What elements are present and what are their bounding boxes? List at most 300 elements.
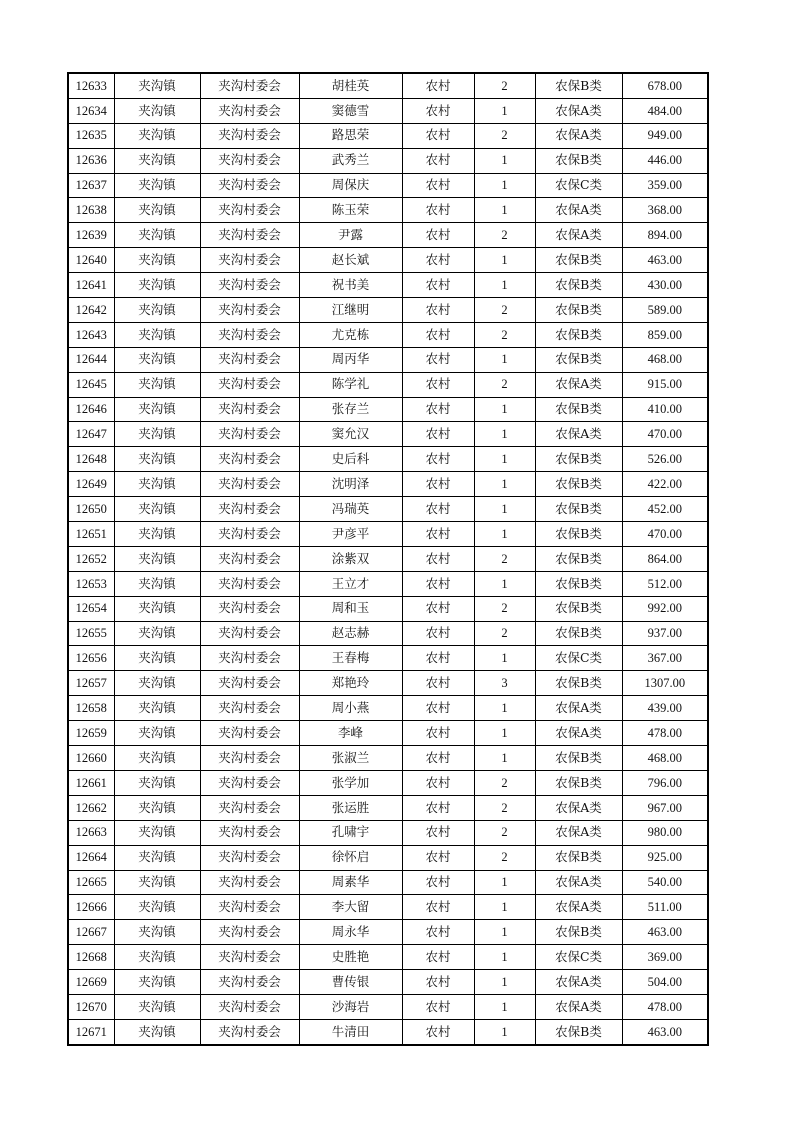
- table-row: [68, 621, 708, 646]
- cell-amount: 512.00: [622, 571, 708, 596]
- cell-village: 夹沟村委会: [200, 322, 299, 347]
- cell-town: 夹沟镇: [114, 98, 200, 123]
- cell-count: 1: [474, 522, 535, 547]
- cell-name: 陈学礼: [299, 372, 402, 397]
- cell-town: 夹沟镇: [114, 248, 200, 273]
- cell-id: 12649: [68, 472, 114, 497]
- table-row: [68, 322, 708, 347]
- cell-amount: 410.00: [622, 397, 708, 422]
- cell-area: 农村: [402, 148, 474, 173]
- cell-village: 夹沟村委会: [200, 447, 299, 472]
- cell-town: 夹沟镇: [114, 123, 200, 148]
- cell-id: 12647: [68, 422, 114, 447]
- cell-id: 12661: [68, 770, 114, 795]
- cell-count: 1: [474, 198, 535, 223]
- cell-area: 农村: [402, 621, 474, 646]
- cell-name: 沙海岩: [299, 994, 402, 1019]
- cell-name: 周小燕: [299, 696, 402, 721]
- table-row: [68, 920, 708, 945]
- cell-id: 12670: [68, 994, 114, 1019]
- table-row: [68, 845, 708, 870]
- table-row: [68, 770, 708, 795]
- cell-category: 农保A类: [535, 721, 622, 746]
- cell-category: 农保B类: [535, 746, 622, 771]
- cell-area: 农村: [402, 746, 474, 771]
- table-row: [68, 223, 708, 248]
- cell-category: 农保B类: [535, 1019, 622, 1044]
- cell-id: 12657: [68, 671, 114, 696]
- cell-id: 12653: [68, 571, 114, 596]
- cell-town: 夹沟镇: [114, 273, 200, 298]
- cell-name: 赵志赫: [299, 621, 402, 646]
- cell-area: 农村: [402, 870, 474, 895]
- cell-name: 史胜艳: [299, 945, 402, 970]
- table-row: [68, 273, 708, 298]
- cell-count: 2: [474, 820, 535, 845]
- cell-count: 1: [474, 920, 535, 945]
- table-row: [68, 1019, 708, 1044]
- cell-category: 农保B类: [535, 73, 622, 98]
- cell-town: 夹沟镇: [114, 770, 200, 795]
- cell-count: 1: [474, 148, 535, 173]
- cell-count: 1: [474, 970, 535, 995]
- cell-village: 夹沟村委会: [200, 298, 299, 323]
- cell-name: 郑艳玲: [299, 671, 402, 696]
- cell-village: 夹沟村委会: [200, 422, 299, 447]
- cell-village: 夹沟村委会: [200, 820, 299, 845]
- cell-count: 2: [474, 298, 535, 323]
- cell-category: 农保B类: [535, 148, 622, 173]
- cell-name: 祝书美: [299, 273, 402, 298]
- cell-village: 夹沟村委会: [200, 397, 299, 422]
- cell-town: 夹沟镇: [114, 347, 200, 372]
- cell-area: 农村: [402, 497, 474, 522]
- cell-category: 农保B类: [535, 397, 622, 422]
- table-row: [68, 347, 708, 372]
- table-row: [68, 397, 708, 422]
- table-body: [68, 73, 708, 1045]
- cell-area: 农村: [402, 795, 474, 820]
- cell-area: 农村: [402, 372, 474, 397]
- cell-id: 12671: [68, 1019, 114, 1044]
- cell-amount: 468.00: [622, 746, 708, 771]
- table-row: [68, 372, 708, 397]
- cell-village: 夹沟村委会: [200, 770, 299, 795]
- cell-town: 夹沟镇: [114, 397, 200, 422]
- cell-category: 农保A类: [535, 198, 622, 223]
- cell-amount: 949.00: [622, 123, 708, 148]
- cell-town: 夹沟镇: [114, 845, 200, 870]
- cell-amount: 439.00: [622, 696, 708, 721]
- cell-name: 李大留: [299, 895, 402, 920]
- cell-name: 窦允汉: [299, 422, 402, 447]
- cell-village: 夹沟村委会: [200, 895, 299, 920]
- cell-count: 1: [474, 1019, 535, 1044]
- cell-count: 2: [474, 795, 535, 820]
- cell-amount: 925.00: [622, 845, 708, 870]
- table-row: [68, 447, 708, 472]
- cell-id: 12656: [68, 646, 114, 671]
- cell-amount: 470.00: [622, 522, 708, 547]
- cell-category: 农保B类: [535, 571, 622, 596]
- cell-id: 12660: [68, 746, 114, 771]
- cell-village: 夹沟村委会: [200, 845, 299, 870]
- cell-id: 12655: [68, 621, 114, 646]
- cell-area: 农村: [402, 546, 474, 571]
- table-row: [68, 522, 708, 547]
- cell-town: 夹沟镇: [114, 795, 200, 820]
- cell-count: 1: [474, 273, 535, 298]
- cell-village: 夹沟村委会: [200, 372, 299, 397]
- cell-name: 张学加: [299, 770, 402, 795]
- cell-category: 农保B类: [535, 522, 622, 547]
- table-row: [68, 970, 708, 995]
- cell-category: 农保B类: [535, 347, 622, 372]
- cell-count: 2: [474, 770, 535, 795]
- cell-category: 农保A类: [535, 696, 622, 721]
- cell-village: 夹沟村委会: [200, 223, 299, 248]
- cell-area: 农村: [402, 571, 474, 596]
- cell-town: 夹沟镇: [114, 970, 200, 995]
- subsidy-table: [67, 72, 709, 1046]
- cell-village: 夹沟村委会: [200, 696, 299, 721]
- table-row: [68, 696, 708, 721]
- cell-name: 张淑兰: [299, 746, 402, 771]
- cell-name: 李峰: [299, 721, 402, 746]
- cell-count: 1: [474, 571, 535, 596]
- cell-id: 12639: [68, 223, 114, 248]
- cell-area: 农村: [402, 273, 474, 298]
- cell-category: 农保B类: [535, 497, 622, 522]
- table-row: [68, 945, 708, 970]
- cell-area: 农村: [402, 895, 474, 920]
- cell-town: 夹沟镇: [114, 198, 200, 223]
- cell-count: 1: [474, 98, 535, 123]
- cell-area: 农村: [402, 98, 474, 123]
- cell-area: 农村: [402, 248, 474, 273]
- cell-town: 夹沟镇: [114, 322, 200, 347]
- cell-name: 窦德雪: [299, 98, 402, 123]
- cell-name: 赵长斌: [299, 248, 402, 273]
- cell-town: 夹沟镇: [114, 571, 200, 596]
- cell-village: 夹沟村委会: [200, 870, 299, 895]
- cell-village: 夹沟村委会: [200, 198, 299, 223]
- table-row: [68, 646, 708, 671]
- cell-area: 农村: [402, 322, 474, 347]
- cell-name: 牛清田: [299, 1019, 402, 1044]
- cell-area: 农村: [402, 472, 474, 497]
- cell-id: 12640: [68, 248, 114, 273]
- cell-id: 12662: [68, 795, 114, 820]
- table-row: [68, 198, 708, 223]
- cell-village: 夹沟村委会: [200, 123, 299, 148]
- cell-id: 12651: [68, 522, 114, 547]
- cell-amount: 470.00: [622, 422, 708, 447]
- cell-id: 12644: [68, 347, 114, 372]
- cell-village: 夹沟村委会: [200, 994, 299, 1019]
- cell-category: 农保C类: [535, 945, 622, 970]
- cell-category: 农保B类: [535, 596, 622, 621]
- cell-id: 12646: [68, 397, 114, 422]
- cell-count: 1: [474, 721, 535, 746]
- cell-category: 农保A类: [535, 895, 622, 920]
- table-row: [68, 795, 708, 820]
- cell-category: 农保A类: [535, 970, 622, 995]
- cell-amount: 478.00: [622, 721, 708, 746]
- cell-count: 1: [474, 248, 535, 273]
- cell-town: 夹沟镇: [114, 721, 200, 746]
- cell-amount: 678.00: [622, 73, 708, 98]
- cell-count: 1: [474, 994, 535, 1019]
- cell-id: 12638: [68, 198, 114, 223]
- cell-name: 周保庆: [299, 173, 402, 198]
- cell-id: 12658: [68, 696, 114, 721]
- cell-name: 路思荣: [299, 123, 402, 148]
- cell-amount: 452.00: [622, 497, 708, 522]
- cell-village: 夹沟村委会: [200, 73, 299, 98]
- cell-village: 夹沟村委会: [200, 621, 299, 646]
- cell-town: 夹沟镇: [114, 73, 200, 98]
- table-row: [68, 596, 708, 621]
- cell-town: 夹沟镇: [114, 994, 200, 1019]
- cell-area: 农村: [402, 73, 474, 98]
- cell-category: 农保B类: [535, 298, 622, 323]
- cell-amount: 589.00: [622, 298, 708, 323]
- cell-area: 农村: [402, 721, 474, 746]
- table-row: [68, 546, 708, 571]
- table-row: [68, 248, 708, 273]
- cell-id: 12642: [68, 298, 114, 323]
- cell-area: 农村: [402, 945, 474, 970]
- cell-town: 夹沟镇: [114, 945, 200, 970]
- cell-id: 12635: [68, 123, 114, 148]
- cell-amount: 511.00: [622, 895, 708, 920]
- cell-amount: 967.00: [622, 795, 708, 820]
- cell-id: 12645: [68, 372, 114, 397]
- cell-amount: 430.00: [622, 273, 708, 298]
- table-row: [68, 73, 708, 98]
- cell-category: 农保A类: [535, 372, 622, 397]
- cell-village: 夹沟村委会: [200, 522, 299, 547]
- cell-area: 农村: [402, 123, 474, 148]
- cell-town: 夹沟镇: [114, 920, 200, 945]
- cell-amount: 446.00: [622, 148, 708, 173]
- cell-area: 农村: [402, 223, 474, 248]
- cell-name: 冯瑞英: [299, 497, 402, 522]
- cell-amount: 359.00: [622, 173, 708, 198]
- cell-id: 12659: [68, 721, 114, 746]
- cell-village: 夹沟村委会: [200, 546, 299, 571]
- cell-area: 农村: [402, 770, 474, 795]
- table-row: [68, 422, 708, 447]
- cell-village: 夹沟村委会: [200, 596, 299, 621]
- cell-category: 农保B类: [535, 770, 622, 795]
- cell-village: 夹沟村委会: [200, 497, 299, 522]
- cell-name: 王立才: [299, 571, 402, 596]
- cell-count: 1: [474, 472, 535, 497]
- cell-amount: 1307.00: [622, 671, 708, 696]
- cell-count: 2: [474, 621, 535, 646]
- cell-area: 农村: [402, 173, 474, 198]
- cell-amount: 937.00: [622, 621, 708, 646]
- cell-town: 夹沟镇: [114, 596, 200, 621]
- cell-village: 夹沟村委会: [200, 721, 299, 746]
- cell-area: 农村: [402, 422, 474, 447]
- cell-count: 1: [474, 173, 535, 198]
- cell-town: 夹沟镇: [114, 671, 200, 696]
- table-row: [68, 746, 708, 771]
- cell-area: 农村: [402, 646, 474, 671]
- cell-village: 夹沟村委会: [200, 248, 299, 273]
- cell-village: 夹沟村委会: [200, 571, 299, 596]
- cell-name: 沈明泽: [299, 472, 402, 497]
- cell-town: 夹沟镇: [114, 746, 200, 771]
- cell-town: 夹沟镇: [114, 646, 200, 671]
- cell-name: 尤克栋: [299, 322, 402, 347]
- table-row: [68, 820, 708, 845]
- cell-town: 夹沟镇: [114, 1019, 200, 1044]
- cell-id: 12664: [68, 845, 114, 870]
- cell-town: 夹沟镇: [114, 696, 200, 721]
- table-row: [68, 98, 708, 123]
- table-row: [68, 721, 708, 746]
- cell-amount: 484.00: [622, 98, 708, 123]
- cell-category: 农保B类: [535, 472, 622, 497]
- cell-amount: 980.00: [622, 820, 708, 845]
- cell-area: 农村: [402, 298, 474, 323]
- cell-id: 12636: [68, 148, 114, 173]
- cell-category: 农保B类: [535, 546, 622, 571]
- cell-town: 夹沟镇: [114, 895, 200, 920]
- cell-id: 12648: [68, 447, 114, 472]
- cell-id: 12634: [68, 98, 114, 123]
- cell-count: 1: [474, 646, 535, 671]
- cell-village: 夹沟村委会: [200, 273, 299, 298]
- cell-amount: 504.00: [622, 970, 708, 995]
- cell-count: 1: [474, 895, 535, 920]
- cell-area: 农村: [402, 671, 474, 696]
- cell-id: 12663: [68, 820, 114, 845]
- cell-name: 史后科: [299, 447, 402, 472]
- cell-amount: 894.00: [622, 223, 708, 248]
- cell-name: 涂紫双: [299, 546, 402, 571]
- cell-id: 12669: [68, 970, 114, 995]
- table-row: [68, 148, 708, 173]
- cell-category: 农保A类: [535, 994, 622, 1019]
- cell-count: 1: [474, 497, 535, 522]
- cell-area: 农村: [402, 845, 474, 870]
- cell-id: 12654: [68, 596, 114, 621]
- cell-village: 夹沟村委会: [200, 920, 299, 945]
- cell-amount: 915.00: [622, 372, 708, 397]
- cell-village: 夹沟村委会: [200, 173, 299, 198]
- cell-town: 夹沟镇: [114, 148, 200, 173]
- cell-category: 农保B类: [535, 447, 622, 472]
- cell-category: 农保B类: [535, 322, 622, 347]
- cell-town: 夹沟镇: [114, 497, 200, 522]
- cell-count: 2: [474, 372, 535, 397]
- table-row: [68, 472, 708, 497]
- cell-id: 12652: [68, 546, 114, 571]
- cell-id: 12666: [68, 895, 114, 920]
- cell-id: 12643: [68, 322, 114, 347]
- cell-town: 夹沟镇: [114, 546, 200, 571]
- cell-amount: 463.00: [622, 248, 708, 273]
- cell-amount: 463.00: [622, 920, 708, 945]
- cell-village: 夹沟村委会: [200, 148, 299, 173]
- cell-town: 夹沟镇: [114, 820, 200, 845]
- cell-name: 陈玉荣: [299, 198, 402, 223]
- cell-count: 2: [474, 123, 535, 148]
- cell-id: 12641: [68, 273, 114, 298]
- cell-village: 夹沟村委会: [200, 347, 299, 372]
- cell-category: 农保A类: [535, 422, 622, 447]
- cell-count: 2: [474, 322, 535, 347]
- cell-count: 1: [474, 397, 535, 422]
- table-row: [68, 571, 708, 596]
- cell-amount: 463.00: [622, 1019, 708, 1044]
- cell-area: 农村: [402, 696, 474, 721]
- cell-count: 2: [474, 845, 535, 870]
- cell-village: 夹沟村委会: [200, 646, 299, 671]
- cell-category: 农保B类: [535, 621, 622, 646]
- cell-category: 农保B类: [535, 248, 622, 273]
- cell-count: 1: [474, 447, 535, 472]
- cell-area: 农村: [402, 820, 474, 845]
- cell-name: 张存兰: [299, 397, 402, 422]
- cell-area: 农村: [402, 522, 474, 547]
- cell-village: 夹沟村委会: [200, 945, 299, 970]
- cell-name: 胡桂英: [299, 73, 402, 98]
- cell-name: 周永华: [299, 920, 402, 945]
- cell-area: 农村: [402, 994, 474, 1019]
- cell-count: 1: [474, 347, 535, 372]
- cell-count: 1: [474, 945, 535, 970]
- cell-id: 12637: [68, 173, 114, 198]
- cell-village: 夹沟村委会: [200, 1019, 299, 1044]
- cell-name: 江继明: [299, 298, 402, 323]
- cell-category: 农保A类: [535, 223, 622, 248]
- cell-area: 农村: [402, 447, 474, 472]
- cell-town: 夹沟镇: [114, 472, 200, 497]
- cell-name: 孔啸宇: [299, 820, 402, 845]
- cell-area: 农村: [402, 347, 474, 372]
- cell-area: 农村: [402, 397, 474, 422]
- cell-count: 1: [474, 746, 535, 771]
- table-row: [68, 870, 708, 895]
- cell-category: 农保A类: [535, 870, 622, 895]
- cell-amount: 422.00: [622, 472, 708, 497]
- cell-amount: 368.00: [622, 198, 708, 223]
- cell-count: 2: [474, 73, 535, 98]
- cell-name: 周和玉: [299, 596, 402, 621]
- cell-category: 农保C类: [535, 173, 622, 198]
- cell-category: 农保B类: [535, 920, 622, 945]
- cell-name: 徐怀启: [299, 845, 402, 870]
- cell-amount: 864.00: [622, 546, 708, 571]
- cell-amount: 859.00: [622, 322, 708, 347]
- table-row: [68, 298, 708, 323]
- cell-amount: 478.00: [622, 994, 708, 1019]
- cell-village: 夹沟村委会: [200, 795, 299, 820]
- cell-town: 夹沟镇: [114, 621, 200, 646]
- table-row: [68, 123, 708, 148]
- cell-name: 尹露: [299, 223, 402, 248]
- cell-category: 农保B类: [535, 845, 622, 870]
- cell-id: 12633: [68, 73, 114, 98]
- table-row: [68, 497, 708, 522]
- cell-town: 夹沟镇: [114, 422, 200, 447]
